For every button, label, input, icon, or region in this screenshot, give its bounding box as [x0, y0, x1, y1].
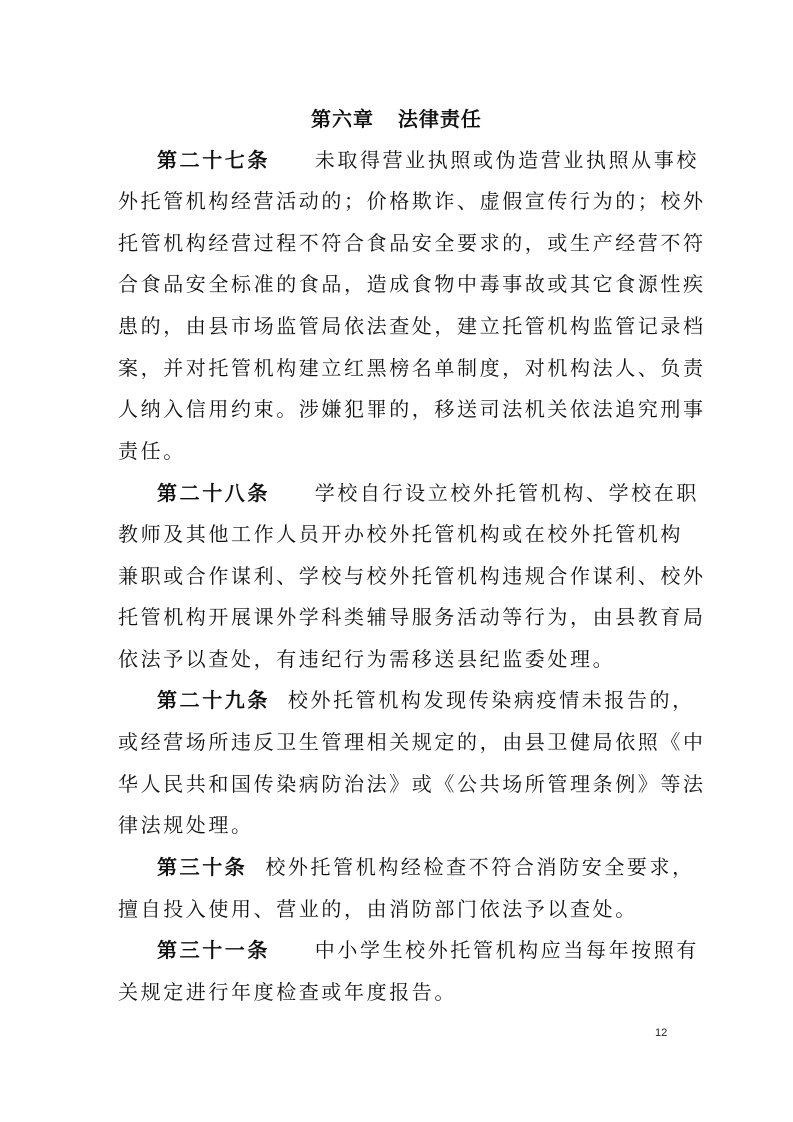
article-29-line-2: 或经营场所违反卫生管理相关规定的，由县卫健局依照《中: [118, 730, 706, 754]
article-27-line-8: 责任。: [118, 439, 186, 463]
article-27-text-1: 未取得营业执照或伪造营业执照从事校: [270, 148, 699, 172]
article-28-line-4: 托管机构开展课外学科类辅导服务活动等行为，由县教育局: [118, 605, 706, 629]
page-number: 12: [655, 1027, 668, 1039]
article-27-line-5: 患的，由县市场监管局依法查处，建立托管机构监管记录档: [118, 314, 706, 338]
article-30-text-1: 校外托管机构经检查不符合消防安全要求，: [247, 855, 695, 879]
article-30-line-2: 擅自投入使用、营业的，由消防部门依法予以查处。: [118, 897, 638, 921]
article-30-label: 第三十条: [157, 855, 248, 879]
article-30-line-1: [157, 853, 695, 881]
article-28-line-5: 依法予以查处，有违纪行为需移送县纪监委处理。: [118, 647, 616, 671]
article-27-line-1: [157, 146, 699, 174]
article-31-text-1: 中小学生校外托管机构应当每年按照有: [270, 938, 699, 962]
article-29-label: 第二十九条: [157, 688, 270, 712]
article-29-line-4: 律法规处理。: [118, 813, 254, 837]
article-28-line-2: 教师及其他工作人员开办校外托管机构或在校外托管机构: [118, 522, 683, 546]
article-28-line-3: 兼职或合作谋利、学校与校外托管机构违规合作谋利、校外: [118, 564, 706, 588]
article-27-line-2: 外托管机构经营活动的；价格欺诈、虚假宣传行为的；校外: [118, 189, 706, 213]
article-29-line-1: [157, 686, 695, 714]
article-28-text-1: 学校自行设立校外托管机构、学校在职: [270, 481, 699, 505]
article-28-line-1: [157, 479, 699, 507]
article-28-label: 第二十八条: [157, 481, 270, 505]
chapter-title: 第六章 法律责任: [311, 107, 482, 131]
article-31-line-2: 关规定进行年度检查或年度报告。: [118, 980, 457, 1004]
article-27-line-4: 合食品安全标准的食品，造成食物中毒事故或其它食源性疾: [118, 272, 706, 296]
article-27-label: 第二十七条: [157, 148, 270, 172]
article-27-line-7: 人纳入信用约束。涉嫌犯罪的，移送司法机关依法追究刑事: [118, 397, 706, 421]
article-31-label: 第三十一条: [157, 938, 270, 962]
article-29-text-1: 校外托管机构发现传染病疫情未报告的，: [270, 688, 695, 712]
article-29-line-3: 华人民共和国传染病防治法》或《公共场所管理条例》等法: [118, 772, 706, 796]
article-27-line-3: 托管机构经营过程不符合食品安全要求的，或生产经营不符: [118, 231, 706, 255]
article-27-line-6: 案，并对托管机构建立红黑榜名单制度，对机构法人、负责: [118, 356, 706, 380]
article-31-line-1: [157, 936, 699, 964]
